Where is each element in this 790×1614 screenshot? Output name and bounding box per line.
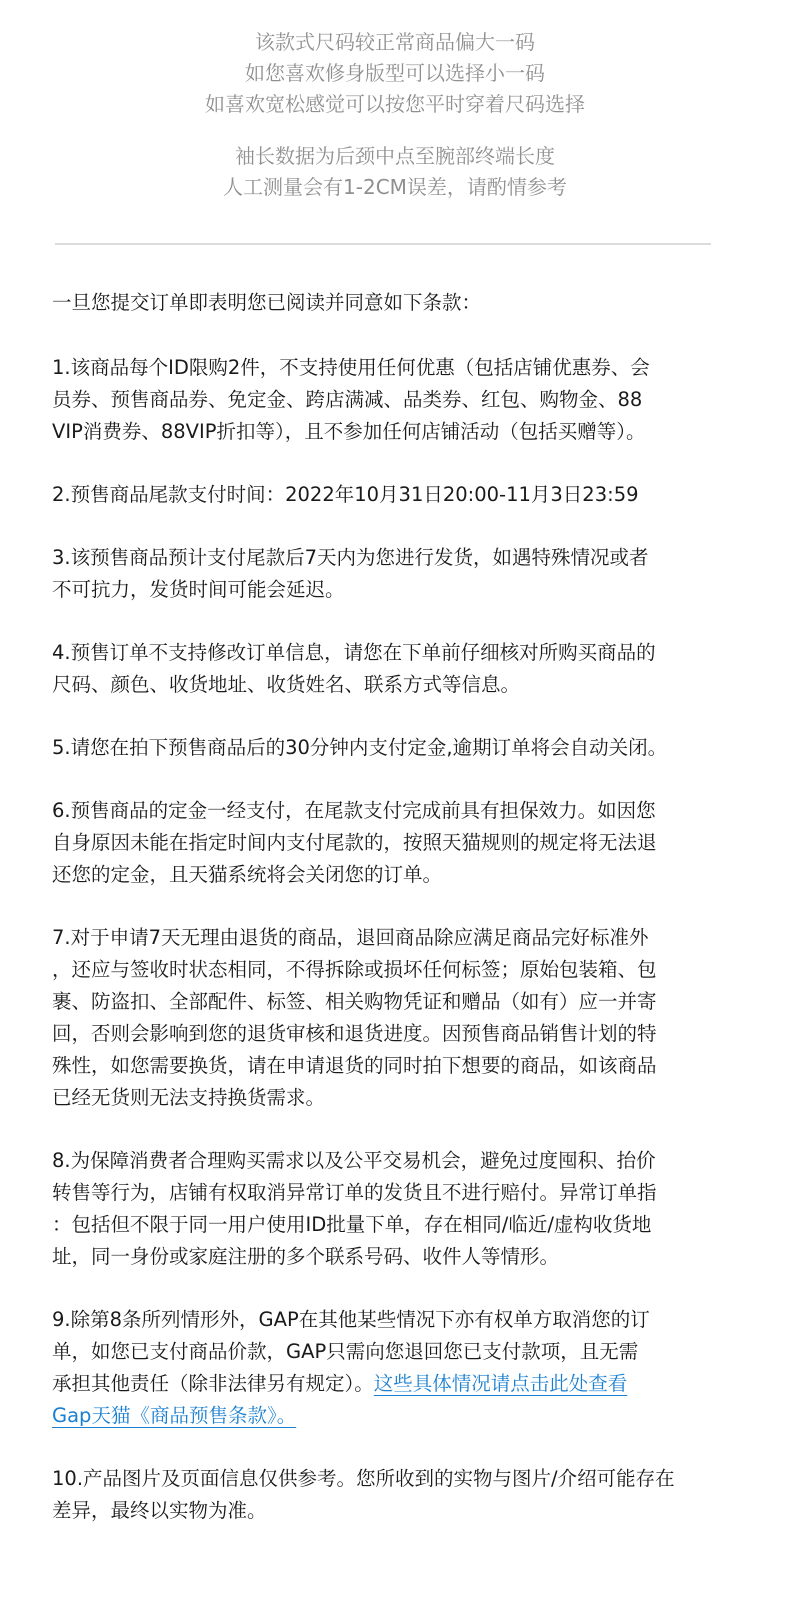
term-1 — [52, 352, 732, 448]
size-note-line: 如您喜欢修身版型可以选择小一码 — [245, 61, 545, 85]
term-line: ：包括但不限于同一用户使用ID批量下单，存在相同/临近/虚构收货地 — [52, 1213, 652, 1236]
term-line: 3.该预售商品预计支付尾款后7天内为您进行发货，如遇特殊情况或者 — [52, 546, 649, 569]
size-note-line: 该款式尺码较正常商品偏大一码 — [255, 30, 535, 54]
term-text: 承担其他责任（除非法律另有规定）。 — [52, 1372, 374, 1395]
term-line: 10.产品图片及页面信息仅供参考。您所收到的实物与图片/介绍可能存在 — [52, 1467, 675, 1490]
presale-terms-link-continued[interactable]: Gap天猫《商品预售条款》。 — [52, 1404, 297, 1427]
presale-terms-link[interactable]: 这些具体情况请点击此处查看 — [373, 1372, 628, 1395]
term-line: 单，如您已支付商品价款，GAP只需向您退回您已支付款项，且无需 — [52, 1340, 639, 1363]
term-line: 差异，最终以实物为准。 — [52, 1499, 267, 1522]
term-line: 自身原因未能在指定时间内支付尾款的，按照天猫规则的规定将无法退 — [52, 831, 657, 854]
term-line — [52, 1368, 732, 1400]
terms-section — [52, 285, 732, 1558]
term-8 — [52, 1145, 732, 1273]
term-line: 9.除第8条所列情形外，GAP在其他某些情况下亦有权单方取消您的订 — [52, 1308, 650, 1331]
terms-heading-text: 一旦您提交订单即表明您已阅读并同意如下条款： — [52, 291, 482, 314]
measurement-note — [0, 141, 790, 203]
term-line: 还您的定金，且天猫系统将会关闭您的订单。 — [52, 863, 443, 886]
term-line: 址，同一身份或家庭注册的多个联系号码、收件人等情形。 — [52, 1245, 560, 1268]
term-line: ，还应与签收时状态相同，不得拆除或损坏任何标签；原始包装箱、包 — [52, 958, 657, 981]
term-line: 殊性，如您需要换货，请在申请退货的同时拍下想要的商品，如该商品 — [52, 1054, 657, 1077]
measure-note-line: 人工测量会有1-2CM误差，请酌情参考 — [223, 175, 567, 199]
term-line: 裹、防盗扣、全部配件、标签、相关购物凭证和赠品（如有）应一并寄 — [52, 990, 657, 1013]
term-line: 不可抗力，发货时间可能会延迟。 — [52, 578, 345, 601]
term-line: 已经无货则无法支持换货需求。 — [52, 1086, 326, 1109]
term-6 — [52, 795, 732, 891]
term-line: 5.请您在拍下预售商品后的30分钟内支付定金,逾期订单将会自动关闭。 — [52, 736, 668, 759]
term-line: 员券、预售商品券、免定金、跨店满减、品类券、红包、购物金、88 — [52, 388, 643, 411]
term-line: 7.对于申请7天无理由退货的商品，退回商品除应满足商品完好标准外 — [52, 926, 649, 949]
term-line: 转售等行为，店铺有权取消异常订单的发货且不进行赔付。异常订单指 — [52, 1181, 657, 1204]
measure-note-line: 袖长数据为后颈中点至腕部终端长度 — [235, 144, 555, 168]
term-line: 1.该商品每个ID限购2件，不支持使用任何优惠（包括店铺优惠券、会 — [52, 356, 650, 379]
term-line — [52, 1400, 732, 1432]
terms-heading — [52, 285, 732, 321]
term-3 — [52, 542, 732, 606]
term-7 — [52, 922, 732, 1114]
term-line: 8.为保障消费者合理购买需求以及公平交易机会，避免过度囤积、抬价 — [52, 1149, 656, 1172]
term-line: 6.预售商品的定金一经支付，在尾款支付完成前具有担保效力。如因您 — [52, 799, 656, 822]
size-note-line: 如喜欢宽松感觉可以按您平时穿着尺码选择 — [205, 92, 585, 116]
term-line: 4.预售订单不支持修改订单信息，请您在下单前仔细核对所购买商品的 — [52, 641, 656, 664]
term-line: 回，否则会影响到您的退货审核和退货进度。因预售商品销售计划的特 — [52, 1022, 657, 1045]
term-line: 尺码、颜色、收货地址、收货姓名、联系方式等信息。 — [52, 673, 521, 696]
size-fit-note — [0, 27, 790, 120]
term-9 — [52, 1304, 732, 1432]
section-divider — [55, 243, 711, 245]
term-10 — [52, 1463, 732, 1527]
term-2 — [52, 479, 732, 511]
term-4 — [52, 637, 732, 701]
term-line: 2.预售商品尾款支付时间：2022年10月31日20:00-11月3日23:59 — [52, 483, 639, 506]
term-5 — [52, 732, 732, 764]
term-line: VIP消费券、88VIP折扣等），且不参加任何店铺活动（包括买赠等）。 — [52, 420, 646, 443]
